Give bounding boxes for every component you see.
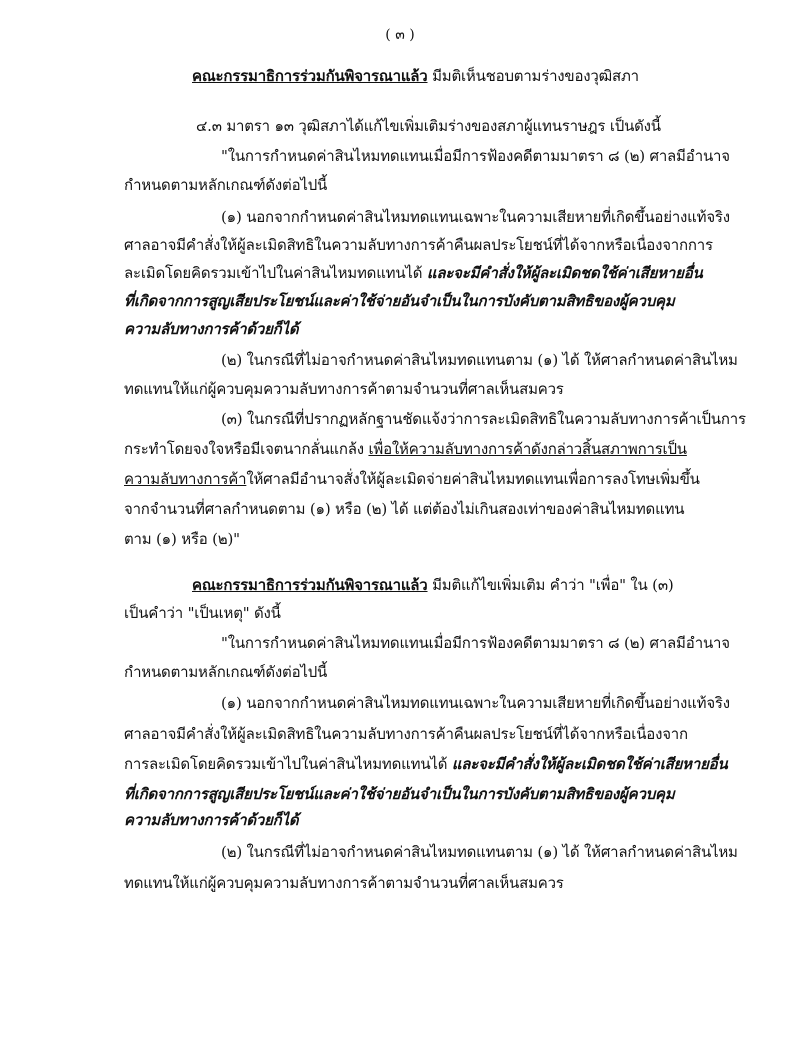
section2-p1-line5: ความลับทางการค้าด้วยก็ได้ <box>124 811 299 829</box>
section1-p1-line2: ศาลอาจมีคำสั่งให้ผู้ละเมิดสิทธิในความลับทางการค้าคืนผลประโยชน์ที่ได้จากหรือเนื่องจากการ <box>124 236 713 254</box>
section2-p1-line3-text: การละเมิดโดยคิดรวมเข้าไปในค่าสินไหมทดแทนได้ <box>124 755 452 773</box>
section2-p1-line2: ศาลอาจมีคำสั่งให้ผู้ละเมิดสิทธิในความลับทางการค้าคืนผลประโยชน์ที่ได้จากหรือเนื่องจาก <box>124 725 688 743</box>
section1-p3-line2-text: กระทำโดยจงใจหรือมีเจตนากลั่นแกล้ง <box>124 440 369 458</box>
section1-p1-line1: (๑) นอกจากกำหนดค่าสินไหมทดแทนเฉพาะในความเสียหายที่เกิดขึ้นอย่างแท้จริง <box>221 208 730 226</box>
section2-line1: "ในการกำหนดค่าสินไหมทดแทนเมื่อมีการฟ้องคดีตามมาตรา ๘ (๒) ศาลมีอำนาจ <box>221 634 730 652</box>
section1-p1-line3-text: ละเมิดโดยคิดรวมเข้าไปในค่าสินไหมทดแทนได้ <box>124 264 427 282</box>
section1-p2-line2: ทดแทนให้แก่ผู้ควบคุมความลับทางการค้าตามจำนวนที่ศาลเห็นสมควร <box>124 380 564 398</box>
section2-p1-line4: ที่เกิดจากการสูญเสียประโยชน์และค่าใช้จ่ายอันจำเป็นในการบังคับตามสิทธิของผู้ควบคุม <box>124 785 675 803</box>
section2-heading-line <box>192 575 674 595</box>
section2-line2: กำหนดตามหลักเกณฑ์ดังต่อไปนี้ <box>124 663 328 681</box>
section1-p3-line3-underlined: ความลับทางการค้า <box>124 470 247 488</box>
section1-p1-line4: ที่เกิดจากการสูญเสียประโยชน์และค่าใช้จ่ายอันจำเป็นในการบังคับตามสิทธิของผู้ควบคุม <box>124 292 675 310</box>
section2-p2-line2: ทดแทนให้แก่ผู้ควบคุมความลับทางการค้าตามจำนวนที่ศาลเห็นสมควร <box>124 874 564 892</box>
section1-heading: คณะกรรมาธิการร่วมกันพิจารณาแล้ว <box>192 67 428 85</box>
section1-p3-line3-text: ให้ศาลมีอำนาจสั่งให้ผู้ละเมิดจ่ายค่าสินไหมทดแทนเพื่อการลงโทษเพิ่มขึ้น <box>246 470 700 488</box>
section1-item: ๔.๓ มาตรา ๑๓ วุฒิสภาได้แก้ไขเพิ่มเติมร่างของสภาผู้แทนราษฎร เป็นดังนี้ <box>196 117 661 135</box>
page-number: ( ๓ ) <box>385 27 415 43</box>
section1-p3-line1: (๓) ในกรณีที่ปรากฏหลักฐานชัดแจ้งว่าการละเมิดสิทธิในความลับทางการค้าเป็นการ <box>221 410 746 428</box>
section1-p3-line2 <box>124 439 687 459</box>
section1-p2-line1: (๒) ในกรณีที่ไม่อาจกำหนดค่าสินไหมทดแทนตาม (๑) ได้ ให้ศาลกำหนดค่าสินไหม <box>221 351 738 369</box>
section1-line2: กำหนดตามหลักเกณฑ์ดังต่อไปนี้ <box>124 176 328 194</box>
section1-p3-line4: จากจำนวนที่ศาลกำหนดตาม (๑) หรือ (๒) ได้ แต่ต้องไม่เกินสองเท่าของค่าสินไหมทดแทน <box>124 500 685 518</box>
section2-p2-line1: (๒) ในกรณีที่ไม่อาจกำหนดค่าสินไหมทดแทนตาม (๑) ได้ ให้ศาลกำหนดค่าสินไหม <box>221 843 738 861</box>
section2-heading-rest: มีมติแก้ไขเพิ่มเติม คำว่า "เพื่อ" ใน (๓) <box>427 576 674 594</box>
section2-line0: เป็นคำว่า "เป็นเหตุ" ดังนี้ <box>124 604 281 622</box>
section1-heading-rest: มีมติเห็นชอบตามร่างของวุฒิสภา <box>427 67 639 85</box>
section1-p3-line2-underlined: เพื่อให้ความลับทางการค้าดังกล่าวสิ้นสภาพการเป็น <box>368 440 687 458</box>
section2-heading: คณะกรรมาธิการร่วมกันพิจารณาแล้ว <box>192 576 428 594</box>
section1-heading-line <box>192 66 639 86</box>
section1-p1-line3-italic: และจะมีคำสั่งให้ผู้ละเมิดชดใช้ค่าเสียหายอื่น <box>426 264 703 282</box>
section2-p1-line1: (๑) นอกจากกำหนดค่าสินไหมทดแทนเฉพาะในความเสียหายที่เกิดขึ้นอย่างแท้จริง <box>221 694 730 712</box>
section1-p1-line5: ความลับทางการค้าด้วยก็ได้ <box>124 320 299 338</box>
section1-line1: "ในการกำหนดค่าสินไหมทดแทนเมื่อมีการฟ้องคดีตามมาตรา ๘ (๒) ศาลมีอำนาจ <box>221 147 730 165</box>
section1-p3-line3 <box>124 469 700 489</box>
section1-p3-line5: ตาม (๑) หรือ (๒)" <box>124 530 240 548</box>
section2-p1-line3 <box>124 754 728 774</box>
section2-p1-line3-italic: และจะมีคำสั่งให้ผู้ละเมิดชดใช้ค่าเสียหายอื่น <box>451 755 728 773</box>
section1-p1-line3 <box>124 263 703 283</box>
